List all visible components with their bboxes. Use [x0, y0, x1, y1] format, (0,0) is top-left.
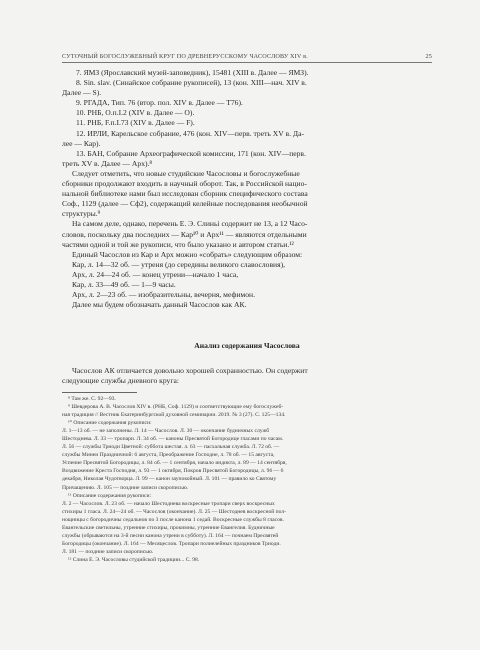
- text-line: 7. ЯМЗ (Ярославский музей-заповедник), 15481 (XIII в. Далее — ЯМЗ).: [76, 68, 309, 77]
- footnote-line: Воздвижение Креста Господня, л. 93 — 1 октября, Покров Пресвятой Богородицы, л. 96 — 6: [62, 468, 284, 475]
- footnote-line: ⁸ Там же. С. 92—93.: [68, 396, 116, 402]
- footnotes: [62, 395, 432, 564]
- text-line: структуры.⁹: [62, 209, 101, 219]
- text-line: Кар, л. 14—32 об. — утреня (до середины великого славословия),: [72, 259, 286, 269]
- text-line: 11. РНБ, F.п.I.73 (XIV в. Далее — F).: [76, 118, 195, 128]
- footnote-line: Л. 1—13 об. — не заполнены. Л. 14 — Часослов. Л. 30 — окончание будничных служб: [62, 428, 270, 435]
- footnote-line: службы (обрываются на 3-й песни канона утрени в субботу). Л. 164 — почнаем Пресвятей: [62, 532, 279, 539]
- text-line: 13. БАН, Собрание Археографической комиссии, 171 (кон. XIV—перв.: [76, 148, 306, 158]
- footnote-line: Причащению. Л. 105 — поздние записи скорописью.: [62, 484, 189, 491]
- footnote-line: ¹² Слина Е. Э. Часословы студийской традиции... С. 98.: [68, 556, 200, 563]
- footnote-line: Успение Пресвятой Богородицы, л. 84 об. — 1 сентября, начало индикта, л. 89 — 14 сентября,: [62, 460, 287, 467]
- footnote-line: нощницы с богородичны седальнов по 3 после канона 1 седай. Воскресные службы 8 гласов.: [62, 516, 284, 523]
- footnote-divider: [62, 392, 137, 393]
- text-line: Далее мы будем обозначать данный Часослов как АК.: [72, 300, 247, 310]
- footnote-line: Л. 56 — службы Триоди Цветной: суббота шестая. л. 63 — пасхальная служба. Л. 72 об. —: [62, 444, 280, 451]
- text-line: нальной библиотеке нами был исследован сборник специфического состава: [62, 189, 308, 199]
- footnote-line: ¹¹ Описание содержания рукописи:: [68, 492, 151, 499]
- footnote-line: Л. 181 — поздние записи скорописью.: [62, 548, 154, 555]
- running-header-title: СУТОЧНЫЙ БОГОСЛУЖЕБНЫЙ КРУГ ПО ДРЕВНЕРУССКОМУ ЧАСОСЛОВУ XIV в.: [62, 53, 308, 60]
- analysis-line: следующие службы дневного круга:: [62, 376, 179, 386]
- text-line: На самом деле, однако, перечень Е. Э. Слиньi содержит не 13, а 12 Часо-: [72, 219, 308, 229]
- text-line: Арх, л. 24—24 об. — конец утрени—начало 1 часа,: [72, 269, 239, 279]
- text-line: 9. РГАДА, Тип. 76 (втор. пол. XIV в. Далее — Т76).: [76, 98, 243, 108]
- text-line: 12. ИРЛИ, Карельское собрание, 476 (кон. XIV—перв. треть XV в. Да-: [76, 128, 304, 138]
- text-line: сборники продолжают входить в научный оборот. Так, в Российской нацио-: [62, 179, 307, 189]
- analysis-line: Часослов АК отличается довольно хорошей сохранностью. Он содержит: [72, 366, 308, 375]
- footnote-line: Евангельские светильны, утренние стихиры, прокимны, утренние Евангелия. Будничные: [62, 524, 275, 531]
- footnote-line: Шестоднева. Л. 33 — тропари. Л. 34 об. — каноны Пресвятой Богородице гласами по часам.: [62, 436, 284, 443]
- text-line: 10. РНБ, О.п.I.2 (XIV в. Далее — О).: [76, 108, 195, 118]
- footnote-line: службы Минеи Праздничной: 6 августа, Преображение Господне, л. 78 об. — 15 августа,: [62, 452, 275, 459]
- text-line: словов, поскольку два последних — Кар¹⁰ и Арх¹¹ — являются отдельными: [62, 229, 307, 239]
- text-line: Единый Часослов из Кар и Арх можно «собрать» следующим образом:: [72, 249, 303, 259]
- footnote-line: ная традиция // Вестник Екатеринбургской духовной семинарии. 2019. № 3 (27). С. 125—134.: [62, 412, 286, 419]
- text-line: Кар, л. 33—49 об. — 1—9 часы.: [72, 279, 176, 289]
- page-number: 25: [425, 53, 432, 60]
- footnote-line: стихиры 1 гласа. Л. 24—24 об. — Часослов (окончание). Л. 25 — Шестоднев воскресной пол-: [62, 508, 287, 515]
- section-heading: Анализ содержания Часослова: [194, 341, 300, 350]
- text-line: Арх, л. 2—23 об. — изобразительны, вечерня, мефимон.: [72, 290, 255, 300]
- running-header: [62, 53, 432, 63]
- text-line: Следует отметить, что новые студийские Часословы и богослужебные: [72, 168, 300, 178]
- footnote-line: Богородицы (окончание). Л. 164 — Месяцеслов. Тропари полиелейных праздников Триоди.: [62, 540, 281, 547]
- text-line: частями одной и той же рукописи, что было указано и автором статьи.¹²: [62, 239, 294, 249]
- footnote-line: ⁹ Шевдерова А. В. Часослов XIV в. (РНБ, Соф. 1129) и соответствующие ему богослужеб-: [68, 404, 284, 411]
- text-line: лее — Кар).: [62, 138, 101, 148]
- text-line: Соф., 1129 (далее — Сф2), содержащий келейные последования необычной: [62, 199, 308, 209]
- text-line: треть XV в. Далее — Арх).⁸: [62, 158, 153, 168]
- text-line: 8. Sin. slav. (Синайское собрание рукописей), 13 (кон. XIII—нач. XIV в.: [76, 78, 307, 88]
- text-line: Далее — S).: [62, 88, 102, 98]
- analysis-paragraph: [62, 366, 432, 386]
- footnote-line: Л. 2 — Часослов. Л. 23 об. — начало Шестоднева воскресные тропари сверх воскресных: [62, 500, 275, 507]
- main-text: [62, 68, 432, 310]
- footnote-line: декабря, Николая Чудотворца. Л. 99 — канон заупокойный. Л. 101 — правило ко Святому: [62, 476, 277, 483]
- footnote-line: ¹⁰ Описание содержания рукописи:: [68, 420, 152, 427]
